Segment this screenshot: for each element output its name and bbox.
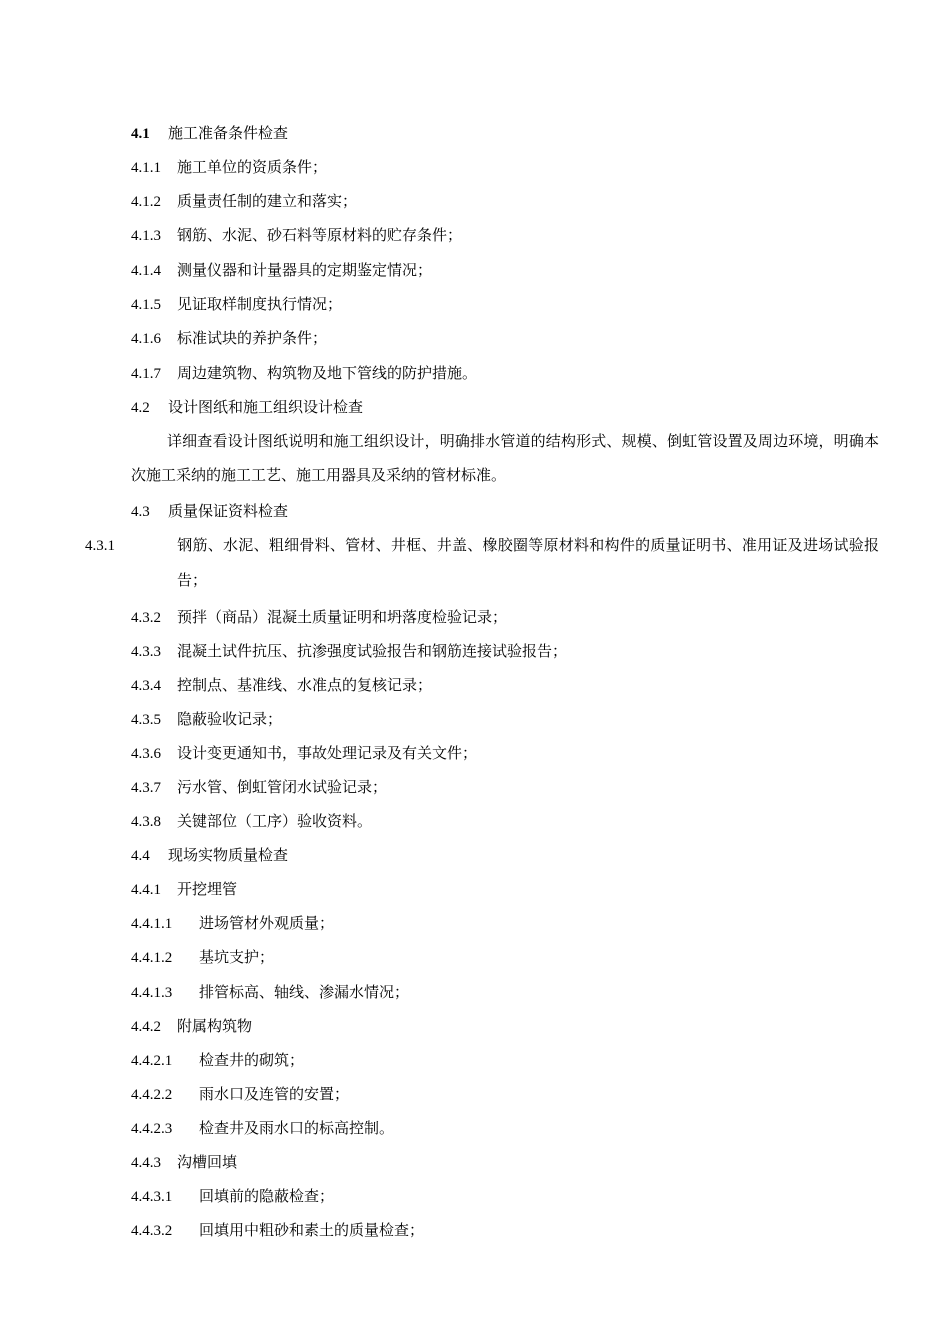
item-text: 进场管材外观质量； [199,914,335,932]
item-number: 4.4.3 [131,1155,161,1171]
item-text: 设计变更通知书，事故处理记录及有关文件； [177,744,478,762]
list-item [131,328,327,349]
list-item [131,675,432,696]
item-number: 4.1.6 [131,331,161,347]
item-number: 4.4.2.2 [131,1087,173,1103]
section-title: 现场实物质量检查 [168,846,289,864]
item-text: 附属构筑物 [177,1017,253,1035]
subsection-heading [131,1152,237,1173]
section-number: 4.3 [131,504,150,520]
item-text: 开挖埋管 [177,880,238,898]
item-text: 排管标高、轴线、渗漏水情况； [199,983,410,1001]
item-text: 混凝土试件抗压、抗渗强度试验报告和钢筋连接试验报告； [177,642,568,660]
section-number: 4.4 [131,848,150,864]
item-text: 周边建筑物、构筑物及地下管线的防护措施。 [177,364,478,382]
list-item [131,225,462,246]
section-heading [131,845,288,866]
subsection-heading [131,1016,252,1037]
item-number: 4.3.2 [131,610,161,626]
section-heading [131,501,288,522]
list-item [131,811,372,832]
list-item [131,191,357,212]
item-number: 4.1.1 [131,160,161,176]
item-number: 4.3.7 [131,780,161,796]
item-number: 4.3.1 [85,538,115,554]
item-text: 钢筋、水泥、粗细骨料、管材、井框、井盖、橡胶圈等原材料和构件的质量证明书、准用证及进场试验报告； [177,536,879,589]
item-text: 雨水口及连管的安置； [199,1085,350,1103]
item-text: 质量责任制的建立和落实； [177,192,358,210]
item-text: 隐蔽验收记录； [177,710,283,728]
section-number: 4.1 [131,126,150,142]
item-number: 4.4.1.3 [131,985,173,1001]
item-number: 4.4.1.1 [131,916,173,932]
section-title: 施工准备条件检查 [168,124,289,142]
item-text: 钢筋、水泥、砂石料等原材料的贮存条件； [177,226,463,244]
item-text: 控制点、基准线、水准点的复核记录； [177,676,433,694]
item-number: 4.1.5 [131,297,161,313]
list-item [131,947,274,968]
list-item [131,1050,304,1071]
list-item [131,1118,394,1139]
item-text: 预拌（商品）混凝土质量证明和坍落度检验记录； [177,608,508,626]
list-item [131,363,477,384]
item-text: 沟槽回填 [177,1153,238,1171]
item-text: 回填用中粗砂和素土的质量检查； [199,1221,425,1239]
list-item [131,1186,334,1207]
item-number: 4.1.4 [131,263,161,279]
section-heading [131,397,363,418]
list-item [131,709,282,730]
section-title: 设计图纸和施工组织设计检查 [168,398,364,416]
item-text: 关键部位（工序）验收资料。 [177,812,373,830]
list-item [131,294,342,315]
item-number: 4.4.3.2 [131,1223,173,1239]
item-number: 4.4.1.2 [131,950,173,966]
item-text: 见证取样制度执行情况； [177,295,343,313]
section-number: 4.2 [131,400,150,416]
list-item [131,260,432,281]
list-item [131,607,507,628]
item-text: 基坑支护； [199,948,275,966]
item-text: 污水管、倒虹管闭水试验记录； [177,778,388,796]
item-number: 4.1.7 [131,366,161,382]
list-item [131,913,334,934]
section-heading [131,123,288,144]
list-item [131,1220,424,1241]
subsection-heading [131,879,237,900]
item-number: 4.4.3.1 [131,1189,173,1205]
item-text: 测量仪器和计量器具的定期鉴定情况； [177,261,433,279]
list-item [131,1084,349,1105]
list-item [131,777,387,798]
list-item [131,641,567,662]
item-number: 4.3.4 [131,678,161,694]
list-item [85,528,879,597]
item-text: 施工单位的资质条件； [177,158,328,176]
item-text: 检查井及雨水口的标高控制。 [199,1119,395,1137]
list-item [131,743,477,764]
body-paragraph: 详细查看设计图纸说明和施工组织设计，明确排水管道的结构形式、规模、倒虹管设置及周边环境，明确本次施工采纳的施工工艺、施工用器具及采纳的管材标准。 [131,432,879,484]
section-title: 质量保证资料检查 [168,502,289,520]
item-number: 4.4.2.3 [131,1121,173,1137]
item-number: 4.3.8 [131,814,161,830]
item-text: 回填前的隐蔽检查； [199,1187,335,1205]
item-number: 4.3.6 [131,746,161,762]
item-number: 4.3.3 [131,644,161,660]
item-number: 4.3.5 [131,712,161,728]
item-number: 4.1.3 [131,228,161,244]
item-text: 检查井的砌筑； [199,1051,305,1069]
item-text: 标准试块的养护条件； [177,329,328,347]
item-number: 4.1.2 [131,194,161,210]
item-number: 4.4.2 [131,1019,161,1035]
item-number: 4.4.1 [131,882,161,898]
list-item [131,157,327,178]
list-item [131,982,409,1003]
item-number: 4.4.2.1 [131,1053,173,1069]
